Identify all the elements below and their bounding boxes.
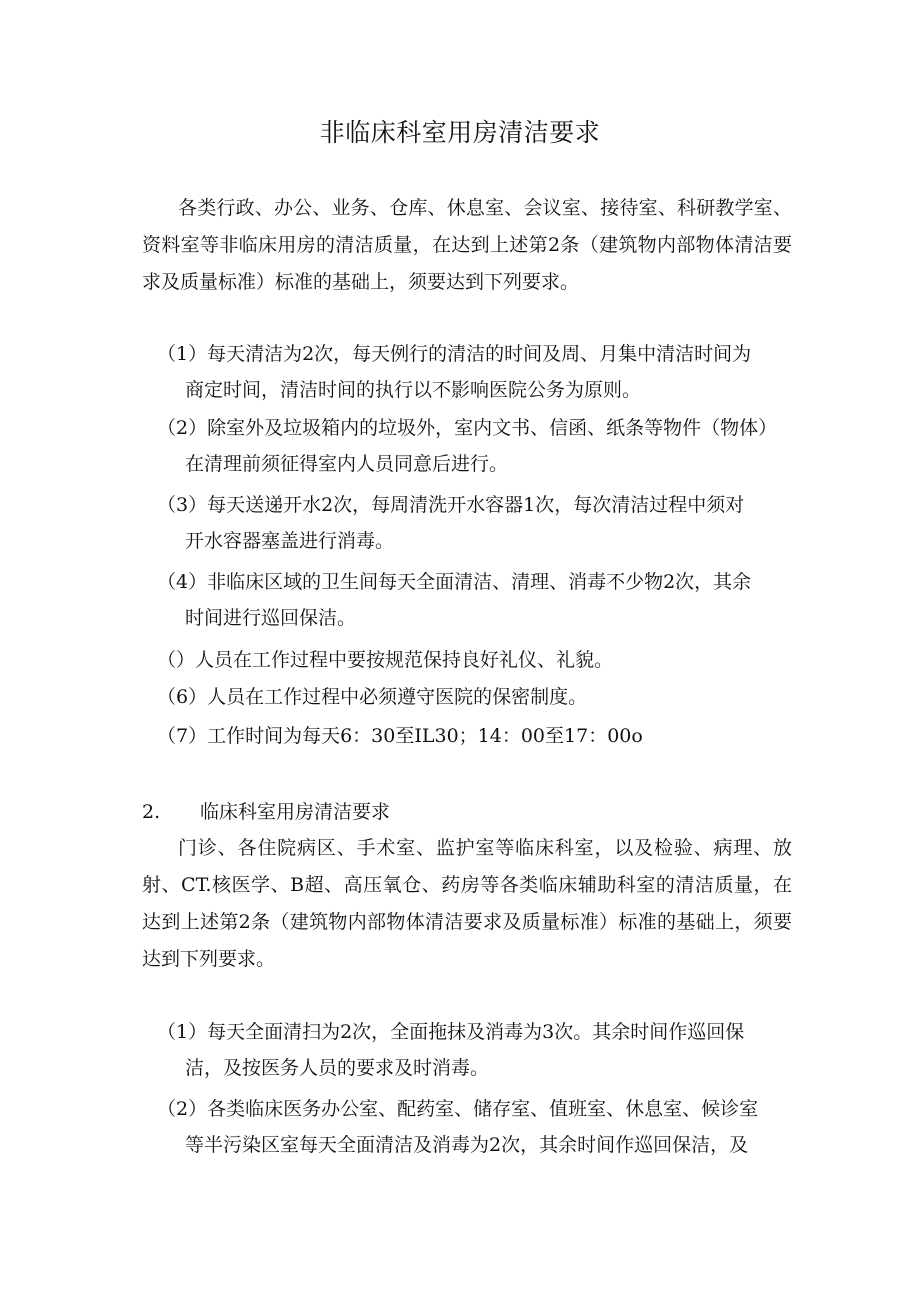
item-text-continued: 时间进行巡回保洁。 bbox=[185, 607, 357, 629]
item-number: （1） bbox=[157, 343, 208, 365]
section-heading bbox=[142, 794, 390, 830]
intro-paragraph bbox=[142, 190, 792, 301]
section-title: 临床科室用房清洁要求 bbox=[200, 801, 391, 823]
item-text-continued: 商定时间，清洁时间的执行以不影响医院公务为原则。 bbox=[185, 379, 642, 401]
item-number: （1） bbox=[157, 1021, 208, 1043]
list-item bbox=[157, 1014, 797, 1086]
intro-text: 各类行政、办公、业务、仓库、休息室、会议室、接待室、科研教学室、资料室等非临床用房的清洁质量，在达到上述第2条（建筑物内部物体清洁要求及质量标准）标准的基础上，须要达到下列要求。 bbox=[142, 197, 792, 293]
item-number: （2） bbox=[157, 417, 208, 439]
section-number: 2. bbox=[142, 801, 161, 823]
item-text: 工作时间为每天6：30至IL30；14：00至17：00o bbox=[207, 725, 643, 747]
item-text: 每天全面清扫为2次，全面拖抹及消毒为3次。其余时间作巡回保 bbox=[207, 1021, 745, 1043]
item-text: 每天送递开水2次，每周清洗开水容器1次，每次清洁过程中须对 bbox=[207, 494, 745, 516]
list-item bbox=[157, 718, 797, 754]
section-intro-paragraph bbox=[142, 830, 792, 978]
item-text: 各类临床医务办公室、配药室、储存室、值班室、休息室、候诊室 bbox=[207, 1098, 759, 1120]
list-item bbox=[157, 679, 797, 715]
item-text-continued: 洁，及按医务人员的要求及时消毒。 bbox=[185, 1057, 490, 1079]
item-text-continued: 在清理前须征得室内人员同意后进行。 bbox=[185, 453, 509, 475]
item-number: （7） bbox=[157, 725, 208, 747]
item-number: （6） bbox=[157, 686, 208, 708]
item-text: 人员在工作过程中必须遵守医院的保密制度。 bbox=[207, 686, 588, 708]
item-number: （4） bbox=[157, 571, 208, 593]
list-item bbox=[157, 1091, 797, 1163]
list-item bbox=[157, 642, 797, 678]
item-text: 非临床区域的卫生间每天全面清洁、清理、消毒不少物2次，其余 bbox=[207, 571, 752, 593]
list-item bbox=[157, 564, 797, 636]
item-number: （3） bbox=[157, 494, 208, 516]
item-text: 每天清洁为2次，每天例行的清洁的时间及周、月集中清洁时间为 bbox=[207, 343, 752, 365]
item-text-continued: 等半污染区室每天全面清洁及消毒为2次，其余时间作巡回保洁，及 bbox=[185, 1134, 749, 1156]
item-text-continued: 开水容器塞盖进行消毒。 bbox=[185, 530, 395, 552]
item-number: （2） bbox=[157, 1098, 208, 1120]
list-item bbox=[157, 336, 797, 408]
item-number: （） bbox=[157, 649, 196, 671]
item-text: 人员在工作过程中要按规范保持良好礼仪、礼貌。 bbox=[195, 649, 614, 671]
list-item bbox=[157, 487, 797, 559]
item-text: 除室外及垃圾箱内的垃圾外，室内文书、信函、纸条等物件（物体） bbox=[207, 417, 778, 439]
list-item bbox=[157, 410, 797, 482]
page-title: 非临床科室用房清洁要求 bbox=[319, 118, 601, 147]
section-intro-text: 门诊、各住院病区、手术室、监护室等临床科室，以及检验、病理、放射、CT.核医学、B超、高压氧仓、药房等各类临床辅助科室的清洁质量，在达到上述第2条（建筑物内部物体清洁要求及质量标准）标准的基础上，须要达到下列要求。 bbox=[142, 837, 792, 970]
